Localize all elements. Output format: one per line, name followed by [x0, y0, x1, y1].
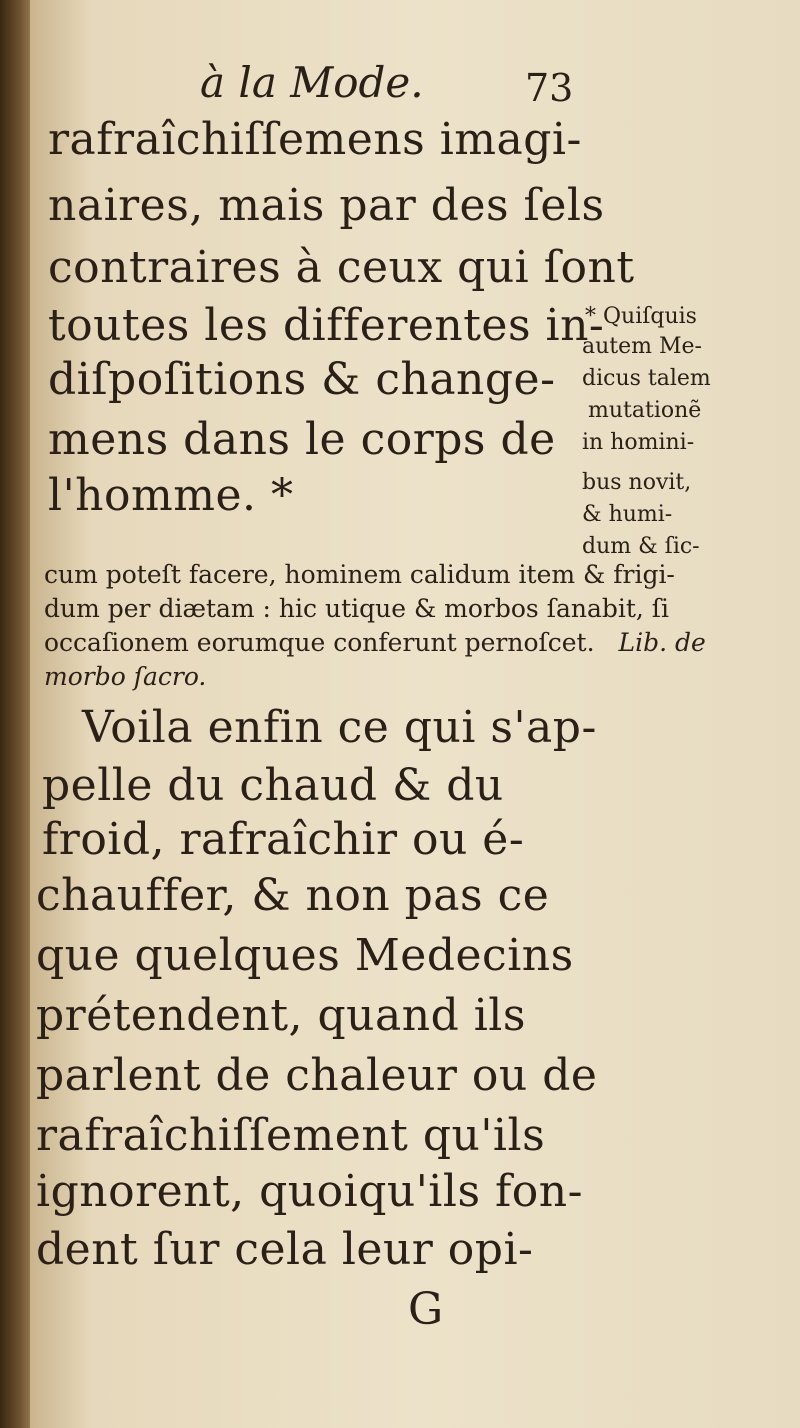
text-line: parlent de chaleur ou de [36, 1050, 598, 1101]
text-line: toutes les differentes in- [48, 300, 605, 351]
side-note-line: dicus talem [582, 366, 711, 391]
side-note-line: dum & ſic- [582, 534, 700, 559]
text-line: contraires à ceux qui ſont [48, 242, 635, 293]
footnote-line: cum poteſt facere, hominem calidum item & frigi- [44, 560, 675, 589]
text-line: dent ſur cela leur opi- [36, 1224, 534, 1275]
text-line: mens dans le corps de [48, 414, 556, 465]
text-line: prétendent, quand ils [36, 990, 526, 1041]
text-line: rafraîchiſſemens imagi- [48, 114, 582, 165]
side-note-line: * Quiſquis [585, 304, 697, 329]
page-number: 73 [525, 66, 574, 110]
side-note-line: & humi- [582, 502, 673, 527]
text-line: froid, rafraîchir ou é- [42, 814, 525, 865]
signature-mark: G [408, 1284, 444, 1335]
side-note-line: bus novit, [582, 470, 692, 495]
side-note-line: mutationẽ [588, 398, 702, 423]
footnote-source-cont: morbo ſacro. [44, 662, 207, 691]
side-note-line: autem Me- [582, 334, 702, 359]
footnote-line: dum per diætam : hic utique & morbos ſanabit, ſi [44, 594, 670, 623]
book-page [30, 0, 800, 1428]
text-line: diſpoſitions & change- [48, 354, 556, 405]
text-line: ignorent, quoiqu'ils fon- [36, 1166, 583, 1217]
footnote-line: occaſionem eorumque conferunt pernoſcet. [44, 628, 595, 657]
text-line: naires, mais par des ſels [48, 180, 605, 231]
text-line: Voila enfin ce qui s'ap- [82, 702, 597, 753]
text-line: que quelques Medecins [36, 930, 574, 981]
text-line: rafraîchiſſement qu'ils [36, 1110, 546, 1161]
side-note-line: in homini- [582, 430, 695, 455]
text-line: l'homme. * [48, 470, 294, 521]
running-title: à la Mode. [200, 58, 424, 107]
footnote-source: Lib. de [618, 628, 706, 657]
text-line: pelle du chaud & du [42, 760, 504, 811]
text-line: chauffer, & non pas ce [36, 870, 550, 921]
